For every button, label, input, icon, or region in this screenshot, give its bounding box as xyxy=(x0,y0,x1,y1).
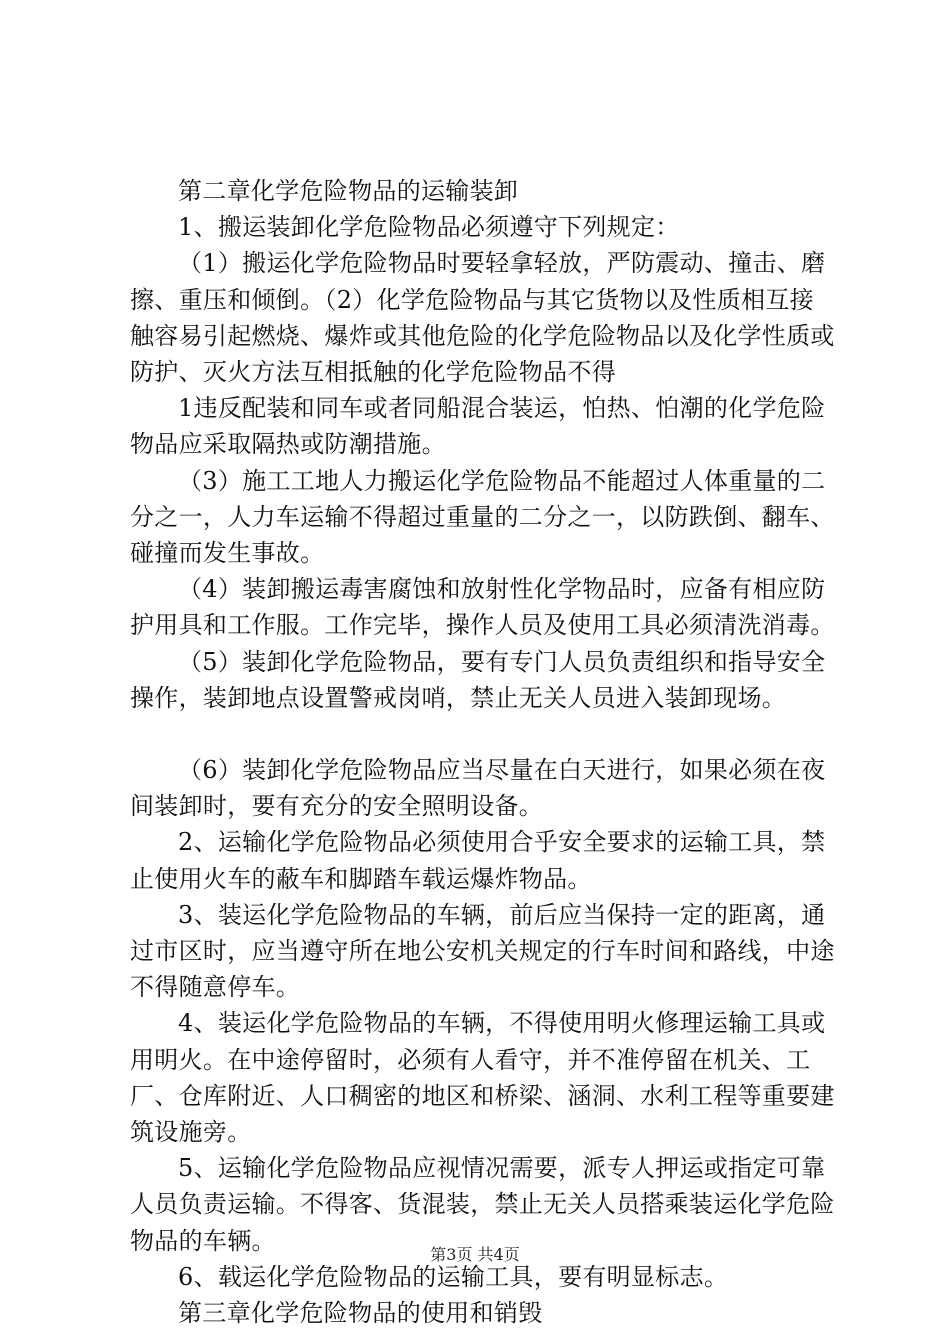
paragraph: 3、装运化学危险物品的车辆，前后应当保持一定的距离，通过市区时，应当遵守所在地公安机关规定的行车时间和路线，中途不得随意停车。 xyxy=(130,900,835,1002)
paragraph: 1、搬运装卸化学危险物品必须遵守下列规定： xyxy=(178,213,680,242)
paragraph: （4）装卸搬运毒害腐蚀和放射性化学物品时，应备有相应防护用具和工作服。工作完毕，操作人员及使用工具必须清洗消毒。 xyxy=(130,575,835,640)
paragraph: （6）装卸化学危险物品应当尽量在白天进行，如果必须在夜间装卸时，要有充分的安全照明设备。 xyxy=(130,756,826,821)
paragraph: 6、载运化学危险物品的运输工具，要有明显标志。 xyxy=(178,1262,729,1291)
page-footer: 第3页 共4页 xyxy=(430,1245,520,1264)
paragraph: 5、运输化学危险物品应视情况需要，派专人押运或指定可靠人员负责运输。不得客、货混装，禁止无关人员搭乘装运化学危险物品的车辆。 xyxy=(130,1154,835,1255)
paragraph: 2、运输化学危险物品必须使用合乎安全要求的运输工具，禁止使用火车的蔽车和脚踏车载运爆炸物品。 xyxy=(130,828,826,893)
chapter-heading: 第三章化学危险物品的使用和销毁 xyxy=(178,1299,543,1328)
paragraph: 1违反配装和同车或者同船混合装运，怕热、怕潮的化学危险物品应采取隔热或防潮措施。 xyxy=(130,394,826,459)
paragraph: （3）施工工地人力搬运化学危险物品不能超过人体重量的二分之一，人力车运输不得超过重量的二分之一，以防跌倒、翻车、碰撞而发生事故。 xyxy=(130,466,835,568)
paragraph: （1）搬运化学危险物品时要轻拿轻放，严防震动、撞击、磨擦、重压和倾倒。（2）化学危险物品与其它货物以及性质相互接触容易引起燃烧、爆炸或其他危险的化学危险物品以及化学性质或防护、灭火方法互相抵触的化学危险物品不得 xyxy=(130,249,835,387)
paragraph: 4、装运化学危险物品的车辆，不得使用明火修理运输工具或用明火。在中途停留时，必须有人看守，并不准停留在机关、工厂、仓库附近、人口稠密的地区和桥梁、涵洞、水利工程等重要建筑设施旁。 xyxy=(130,1009,835,1147)
paragraph: （5）装卸化学危险物品，要有专门人员负责组织和指导安全操作，装卸地点设置警戒岗哨，禁止无关人员进入装卸现场。 xyxy=(130,647,826,712)
document-body xyxy=(130,173,835,1331)
chapter-heading: 第二章化学危险物品的运输装卸 xyxy=(178,177,519,205)
